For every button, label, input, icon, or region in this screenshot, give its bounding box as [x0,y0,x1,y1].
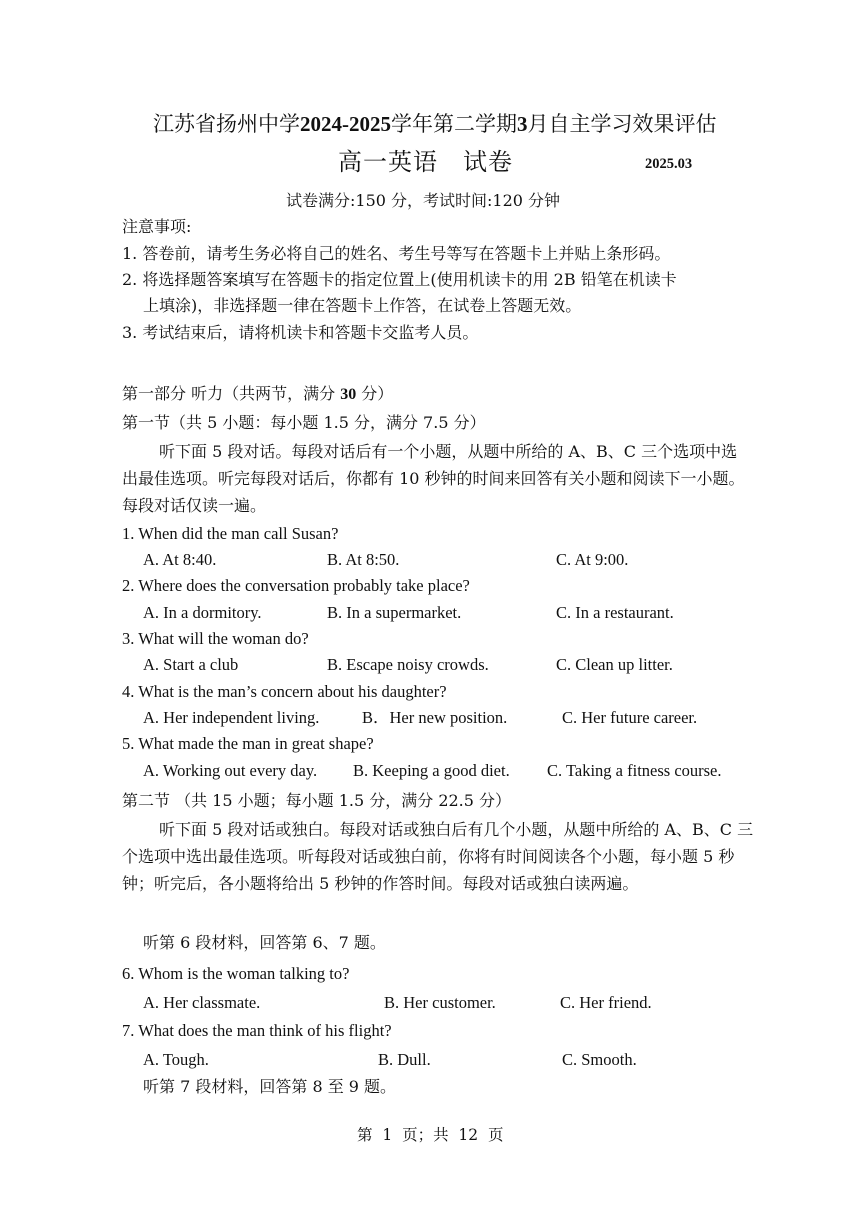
option-3c: C. Clean up litter. [556,655,673,674]
option-3a: A. Start a club [143,655,239,674]
option-5c: C. Taking a fitness course. [547,761,722,780]
title-term: 学年第二学期 [391,112,517,136]
title-month: 3 [517,112,528,136]
exam-title [153,114,717,135]
option-7c: C. Smooth. [562,1050,637,1069]
section2-instruction: 听下面 5 段对话或独白。每段对话或独白后有几个小题，从题中所给的 A、B、C 三个选项中选出最佳选项。听每段对话或独白前，你将有时间阅读各个小题，每小题 5 秒钟；听完后，各小题将给出 5 秒钟的作答时间。每段对话或独白读两遍。 [122,820,754,893]
material-6-note: 听第 6 段材料，回答第 6、7 题。 [143,933,386,952]
option-7b: B. Dull. [378,1050,431,1069]
exam-subtitle: 高一英语 试卷 [338,148,513,176]
section1-heading: 第一节（共 5 小题：每小题 1.5 分，满分 7.5 分） [122,413,486,432]
option-4b: B．Her new position. [362,708,508,727]
note-item-2-cont: 上填涂)，非选择题一律在答题卡上作答，在试卷上答题无效。 [143,296,582,315]
option-2b: B. In a supermarket. [327,603,462,622]
question-6: 6. Whom is the woman talking to? [122,964,350,983]
option-4a: A. Her independent living. [143,708,320,727]
question-3: 3. What will the woman do? [122,629,309,648]
section1-instruction: 听下面 5 段对话。每段对话后有一个小题，从题中所给的 A、B、C 三个选项中选出最佳选项。听完每段对话后，你都有 10 秒钟的时间来回答有关小题和阅读下一小题。每段对话仅读一遍。 [122,442,745,515]
question-2: 2. Where does the conversation probably take place? [122,576,470,595]
part1-heading: 第一部分 听力（共两节，满分 30 分） [122,384,394,403]
question-7: 7. What does the man think of his flight? [122,1021,392,1040]
option-4c: C. Her future career. [562,708,698,727]
title-year: 2024-2025 [300,112,391,136]
option-1b: B. At 8:50. [327,550,400,569]
exam-date: 2025.03 [645,156,693,172]
question-4: 4. What is the man’s concern about his daughter? [122,682,447,701]
note-item-1: 1. 答卷前，请考生务必将自己的姓名、考生号等写在答题卡上并贴上条形码。 [122,244,671,263]
note-item-3: 3. 考试结束后，请将机读卡和答题卡交监考人员。 [122,323,479,342]
option-6b: B. Her customer. [384,993,496,1012]
option-6a: A. Her classmate. [143,993,261,1012]
option-5a: A. Working out every day. [143,761,318,780]
option-2a: A. In a dormitory. [143,603,262,622]
title-eval: 月自主学习效果评估 [527,112,717,136]
option-1c: C. At 9:00. [556,550,629,569]
exam-info: 试卷满分:150 分，考试时间:120 分钟 [286,191,561,210]
question-5: 5. What made the man in great shape? [122,734,374,753]
question-1: 1. When did the man call Susan? [122,524,339,543]
notes-heading: 注意事项: [122,217,192,236]
option-5b: B. Keeping a good diet. [353,761,510,780]
page-number: 第 1 页；共 12 页 [357,1126,504,1144]
note-item-2: 2. 将选择题答案填写在答题卡的指定位置上(使用机读卡的用 2B 铅笔在机读卡 [122,270,677,289]
material-7-note: 听第 7 段材料，回答第 8 至 9 题。 [143,1077,397,1096]
option-3b: B. Escape noisy crowds. [327,655,489,674]
title-school: 江苏省扬州中学 [153,112,300,136]
option-2c: C. In a restaurant. [556,603,674,622]
option-7a: A. Tough. [143,1050,209,1069]
option-6c: C. Her friend. [560,993,652,1012]
option-1a: A. At 8:40. [143,550,217,569]
section2-heading: 第二节 （共 15 小题；每小题 1.5 分，满分 22.5 分） [122,791,512,810]
part1-score: 30 [340,386,357,403]
